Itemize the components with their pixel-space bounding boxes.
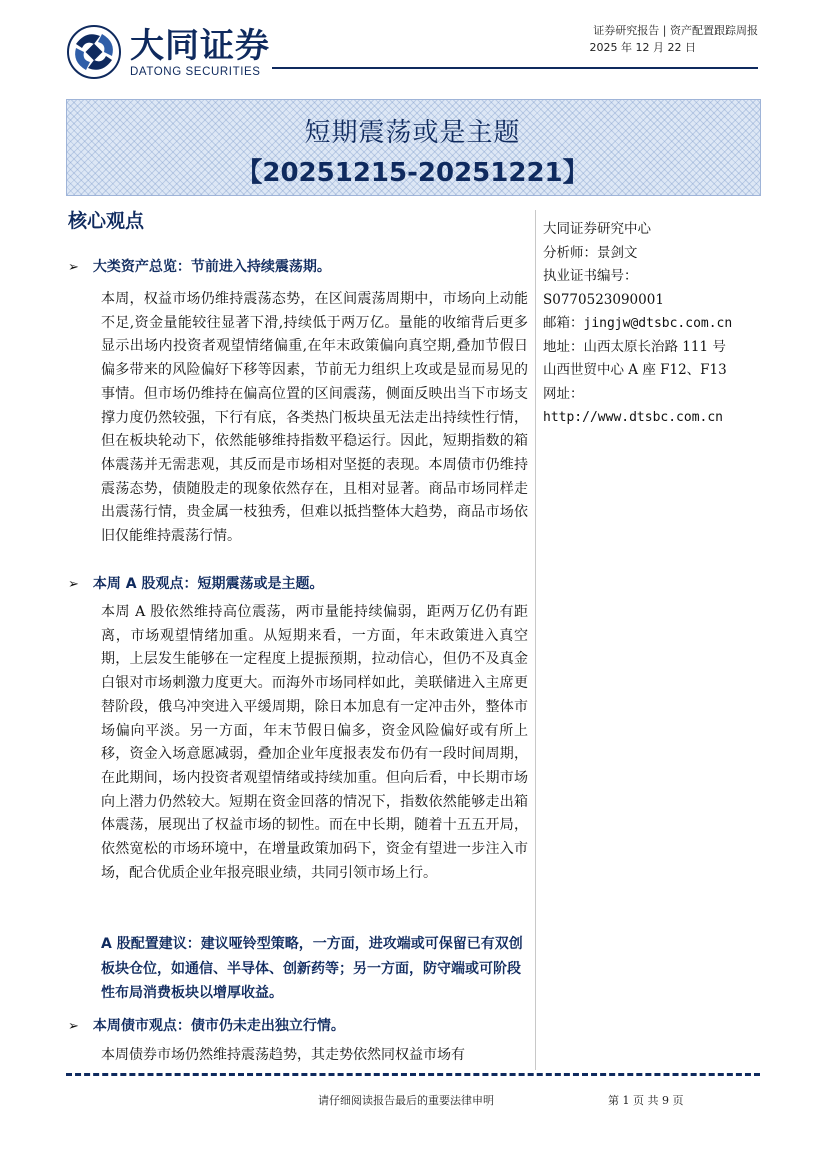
cert-number: S0770523090001 <box>543 291 664 308</box>
bullet-heading-text: 本周 A 股观点：短期震荡或是主题。 <box>92 576 324 592</box>
paragraph-bond: 本周债券市场仍然维持震荡趋势，其走势依然同权益市场有 <box>101 1047 465 1063</box>
email-row <box>543 312 761 336</box>
analyst-name: 分析师：景剑文 <box>543 244 638 261</box>
address-line-1: 山西太原长治路 111 号 <box>583 338 726 355</box>
paragraph-overview: 本周，权益市场仍维持震荡态势，在区间震荡周期中，市场向上动能不足,资金量能较往显著下滑,持续低于两万亿。量能的收缩背后更多显示出场内投资者观望情绪偏重,在年末政策偏向真空期,叠加节假日偏多带来的风险偏好下移等因素，节前无力组织上攻或是显而易见的事情。但市场仍维持在偏高位置的区间震荡，侧面反映出当下市场支撑力度仍然较强，下行有底，各类热门板块虽无法走出持续性行情，但在板块轮动下，依然能够维持指数平稳运行。因此，短期指数的箱体震荡并无需悲观，其反而是市场相对坚挺的表现。本周债市仍维持震荡态势，债随股走的现象依然存在，且相对显著。商品市场同样走出震荡行情，贵金属一枝独秀，但难以抵挡整体大趋势，商品市场依旧仅能维持震荡行情。 <box>101 291 528 545</box>
paragraph-a-share: 本周 A 股依然维持高位震荡，两市量能持续偏弱，距两万亿仍有距离，市场观望情绪加重。从短期来看，一方面，年末政策进入真空期，上层发生能够在一定程度上提振预期，拉动信心，但仍不及真金白银对市场刺激力度更大。而海外市场同样如此，美联储进入主席更替阶段，俄乌冲突进入平缓周期，除日本加息有一定冲击外，整体市场偏向平淡。另一方面，年末节假日偏多，资金风险偏好或有所上移，资金入场意愿减弱，叠加企业年度报表发布仍有一段时间周期，在此期间，场内投资者观望情绪或持续加重。但向后看，中长期市场向上潜力仍然较大。短期在资金回落的情况下，指数依然能够走出箱体震荡，展现出了权益市场的韧性。而在中长期，随着十五五开局，依然宽松的市场环境中，在增量政策加码下，资金有望进一步注入市场，配合优质企业年报亮眼业绩，共同引领市场上行。 <box>101 604 528 881</box>
arrow-bullet-icon: ➢ <box>68 1019 79 1034</box>
address-line-2: 山西世贸中心 A 座 F12、F13 <box>543 362 727 378</box>
legal-notice: 请仔细阅读报告最后的重要法律申明 <box>318 1094 494 1107</box>
bullet-heading-bond <box>68 1015 345 1035</box>
email-label: 邮箱： <box>543 315 584 331</box>
bullet-heading-text: 大类资产总览：节前进入持续震荡期。 <box>92 259 331 275</box>
arrow-bullet-icon: ➢ <box>68 577 79 592</box>
footer-divider <box>66 1073 760 1076</box>
logo-wordmark: 大同证券 <box>130 26 270 66</box>
bullet-heading-overview <box>68 256 331 276</box>
address-row <box>543 336 761 360</box>
section-title: 核心观点 <box>68 210 145 232</box>
arrow-bullet-icon: ➢ <box>68 260 79 275</box>
email-link[interactable]: jingjw@dtsbc.com.cn <box>583 316 733 331</box>
header-divider <box>272 67 758 69</box>
analyst-info <box>543 218 761 430</box>
website-link[interactable]: http://www.dtsbc.com.cn <box>543 410 724 425</box>
bullet-heading-a-share <box>68 573 324 593</box>
page-number: 第 1 页 共 9 页 <box>608 1094 684 1107</box>
report-title: 短期震荡或是主题 <box>304 118 521 148</box>
research-center: 大同证券研究中心 <box>543 221 651 237</box>
a-share-allocation-advice: A 股配置建议：建议哑铃型策略，一方面，进攻端或可保留已有双创板块仓位，如通信、半导体、创新药等；另一方面，防守端或可阶段性布局消费板块以增厚收益。 <box>101 936 523 1001</box>
report-type: 证券研究报告 | 资产配置跟踪周报 <box>593 24 758 37</box>
sidebar-divider <box>535 210 536 1070</box>
website-label: 网址： <box>543 385 584 402</box>
cert-label: 执业证书编号： <box>543 268 638 284</box>
bullet-heading-text: 本周债市观点：债市仍未走出独立行情。 <box>92 1018 345 1034</box>
logo-english-name: DATONG SECURITIES <box>130 66 261 78</box>
datong-logo-icon <box>66 24 122 80</box>
address-label: 地址： <box>543 338 584 355</box>
report-period: 【20251215-20251221】 <box>236 158 589 188</box>
report-date: 2025 年 12 月 22 日 <box>589 41 696 54</box>
